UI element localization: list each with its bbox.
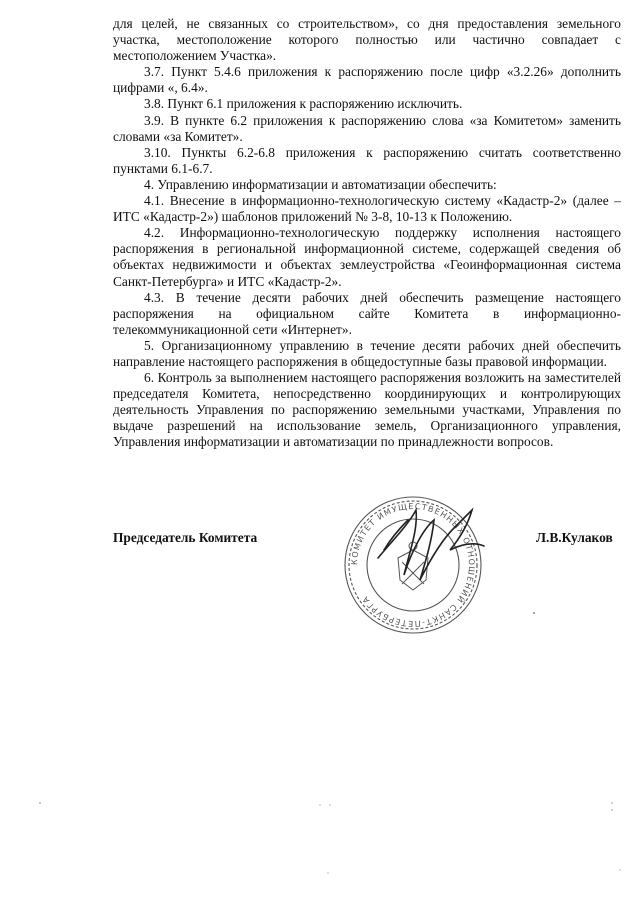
paragraph: 3.10. Пункты 6.2-6.8 приложения к распоряжению считать соответственно пунктами 6.1-6.7. xyxy=(113,144,621,176)
paragraph: 4.2. Информационно-технологическую поддержку исполнения настоящего распоряжения в региональной информационной системе, содержащей сведения об объектах недвижимости и объектах землеустройства «Геоинформационная система Санкт-Петербурга» и ИТС «Кадастр-2». xyxy=(113,225,621,289)
paragraph: 4. Управлению информатизации и автоматизации обеспечить: xyxy=(144,176,497,192)
paragraph: 3.7. Пункт 5.4.6 приложения к распоряжению после цифр «3.2.26» дополнить цифрами «, 6.4». xyxy=(113,64,621,96)
paragraph: 3.9. В пункте 6.2 приложения к распоряжению слова «за Комитетом» заменить словами «за Комитет». xyxy=(113,112,621,144)
official-seal xyxy=(338,480,488,650)
paragraph: 4.1. Внесение в информационно-технологическую систему «Кадастр-2» (далее – ИТС «Кадастр-2») шаблонов приложений № 3-8, 10-13 к Положению. xyxy=(113,193,621,225)
seal-text: КОМИТЕТ ИМУЩЕСТВЕННЫХ ОТНОШЕНИЙ САНКТ-ПЕТЕРБУРГА xyxy=(349,501,477,629)
paragraph: для целей, не связанных со строительством», со дня предоставления земельного участка, местоположение которого полностью или частично совпадает с местоположением Участка». xyxy=(113,16,621,64)
svg-text:КОМИТЕТ ИМУЩЕСТВЕННЫХ ОТНОШЕНИ xyxy=(350,502,476,628)
paragraph: 5. Организационному управлению в течение десяти рабочих дней обеспечить направление настоящего распоряжения в общедоступные базы правовой информации. xyxy=(113,337,621,369)
paragraph: 3.8. Пункт 6.1 приложения к распоряжению исключить. xyxy=(144,96,463,112)
signatory-name: Л.В.Кулаков xyxy=(536,530,613,545)
signatory-title: Председатель Комитета xyxy=(113,530,258,545)
paragraph: 6. Контроль за выполнением настоящего распоряжения возложить на заместителей председателя Комитета, непосредственно координирующих и контролирующих деятельность Управления по распоряжению земельными участками, Управления по выдаче разрешений на использование земель, Организационного управления, Управления информатизации и автоматизации по принадлежности вопросов. xyxy=(113,370,621,450)
paragraph: 4.3. В течение десяти рабочих дней обеспечить размещение настоящего распоряжения на официальном сайте Комитета в информационно-телекоммуникационной сети «Интернет». xyxy=(113,289,621,337)
